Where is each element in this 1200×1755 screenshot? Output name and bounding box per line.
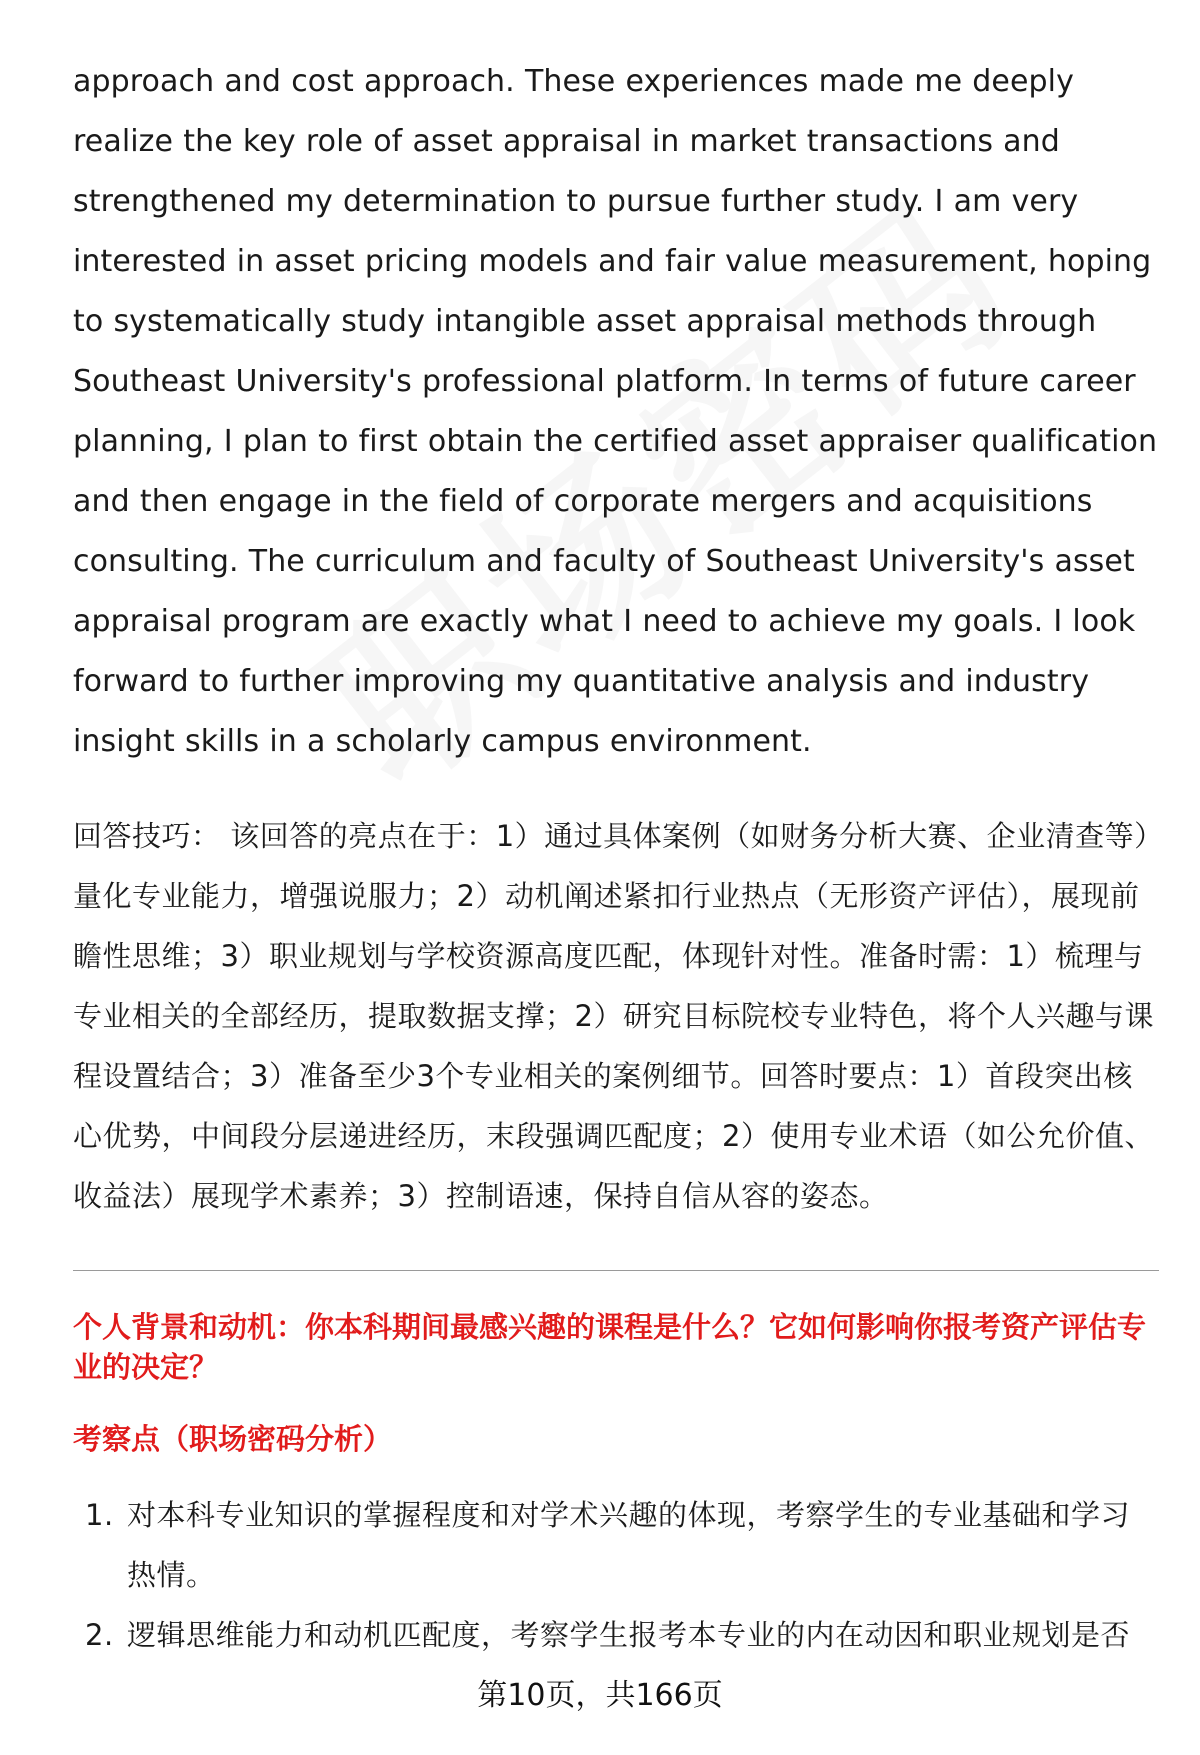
list-item [73,1485,1159,1605]
question-title: 个人背景和动机：你本科期间最感兴趣的课程是什么？它如何影响你报考资产评估专业的决定？ [73,1310,1147,1384]
page-number-footer: 第10页，共166页 [477,1678,723,1713]
list-item [73,1605,1159,1665]
list-item-text: 对本科专业知识的掌握程度和对学术兴趣的体现，考察学生的专业基础和学习热情。 [127,1498,1131,1592]
assessment-points-list [73,1485,1159,1665]
intro-paragraph: approach and cost approach. These experiences made me deeply realize the key role of asset appraisal in market transactions and strengthened my determination to pursue further study. I am very interested in asset pricing models and fair value measurement, hoping to systematically study intangible asset appraisal methods through Southeast University's professional platform. In terms of future career planning, I plan to first obtain the certified asset appraiser qualification and then engage in the field of corporate mergers and acquisitions consulting. The curriculum and faculty of Southeast University's asset appraisal program are exactly what I need to achieve my goals. I look forward to further improving my quantitative analysis and industry insight skills in a scholarly campus environment. [73,64,1158,759]
answer-tips-paragraph: 回答技巧： 该回答的亮点在于：1）通过具体案例（如财务分析大赛、企业清查等）量化专业能力，增强说服力；2）动机阐述紧扣行业热点（无形资产评估），展现前瞻性思维；3）职业规划与学校资源高度匹配，体现针对性。准备时需：1）梳理与专业相关的全部经历，提取数据支撑；2）研究目标院校专业特色，将个人兴趣与课程设置结合；3）准备至少3个专业相关的案例细节。回答时要点：1）首段突出核心优势，中间段分层递进经历，末段强调匹配度；2）使用专业术语（如公允价值、收益法）展现学术素养；3）控制语速，保持自信从容的姿态。 [73,819,1154,1213]
list-item-number: 2. [85,1618,114,1652]
assessment-points-heading: 考察点（职场密码分析） [73,1422,393,1456]
document-page [73,52,1159,1665]
list-item-number: 1. [85,1498,114,1532]
list-item-text: 逻辑思维能力和动机匹配度，考察学生报考本专业的内在动因和职业规划是否 [127,1618,1131,1652]
section-divider [73,1270,1159,1271]
